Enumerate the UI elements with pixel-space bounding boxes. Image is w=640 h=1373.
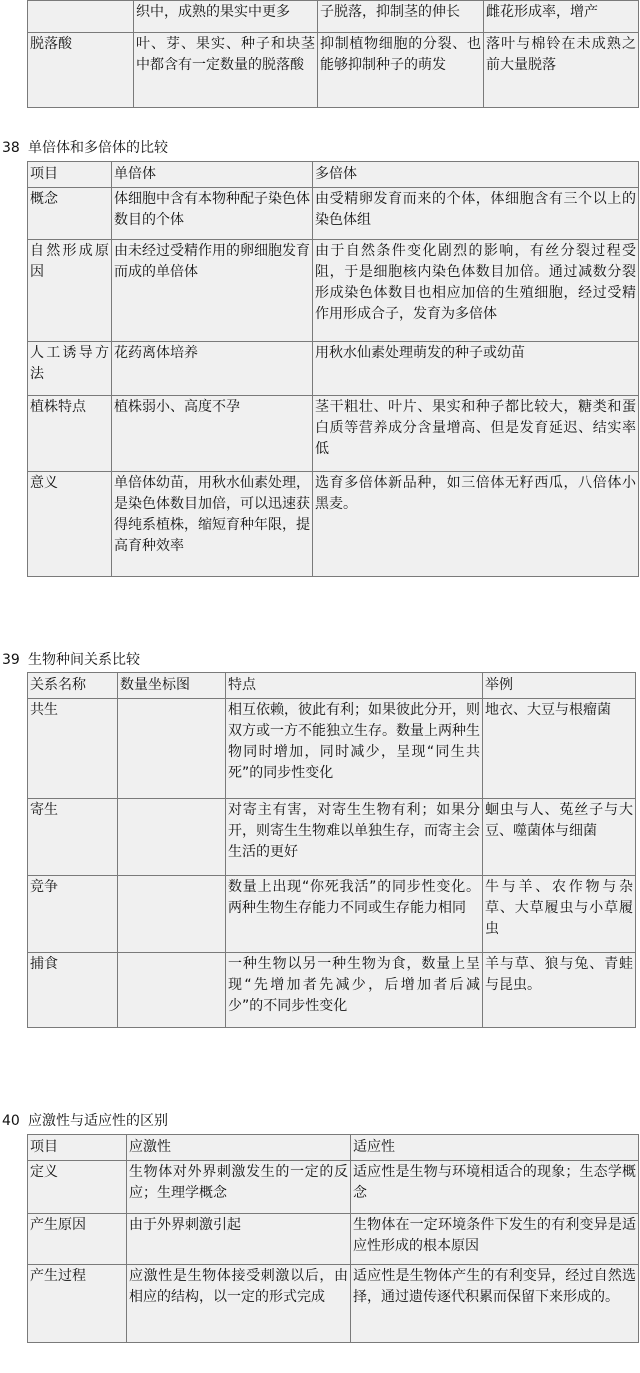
table-cell: 人工诱导方法 (28, 342, 112, 396)
table-cell: 产生过程 (28, 1265, 127, 1343)
table-cell: 一种生物以另一种生物为食，数量上呈现“先增加者先减少，后增加者后减少”的不同步性变化 (226, 953, 483, 1028)
table-cell: 数量上出现“你死我活”的同步性变化。两种生物生存能力不同或生存能力相同 (226, 876, 483, 953)
table-cell: 织中，成熟的果实中更多 (134, 1, 318, 33)
column-header: 项目 (28, 1135, 127, 1161)
table-cell: 相互依赖，彼此有利；如果彼此分开，则双方或一方不能独立生存。数量上两种生物同时增加，同时减少，呈现“同生共死”的同步性变化 (226, 699, 483, 799)
table-cell: 蛔虫与人、菟丝子与大豆、噬菌体与细菌 (483, 799, 636, 876)
table-cell: 应激性是生物体接受刺激以后，由相应的结构，以一定的形式完成 (127, 1265, 351, 1343)
table-cell: 植株特点 (28, 396, 112, 472)
table-cell: 叶、芽、果实、种子和块茎中都含有一定数量的脱落酸 (134, 33, 318, 108)
column-header: 单倍体 (112, 162, 313, 188)
table-cell: 对寄主有害，对寄生生物有利；如果分开，则寄生生物难以单独生存，而寄主会生活的更好 (226, 799, 483, 876)
table-cell: 概念 (28, 188, 112, 240)
section-heading: 生物种间关系比较 (28, 652, 140, 668)
table-cell (118, 699, 226, 799)
table-cell: 地衣、大豆与根瘤菌 (483, 699, 636, 799)
table-cell: 生物体对外界刺激发生的一定的反应；生理学概念 (127, 1161, 351, 1214)
table-cell: 适应性是生物体产生的有利变异，经过自然选择，通过遗传逐代积累而保留下来形成的。 (351, 1265, 639, 1343)
table-row (28, 799, 636, 876)
section-heading: 应激性与适应性的区别 (28, 1113, 168, 1129)
table-cell: 寄生 (28, 799, 118, 876)
table-40 (27, 1134, 639, 1343)
column-header: 项目 (28, 162, 112, 188)
table-cell: 由于自然条件变化剧烈的影响，有丝分裂过程受阻，于是细胞核内染色体数目加倍。通过减数分裂形成染色体数目也相应加倍的生殖细胞，经过受精作用形成合子，发育为多倍体 (313, 240, 639, 342)
table-cell: 用秋水仙素处理萌发的种子或幼苗 (313, 342, 639, 396)
table-cell: 羊与草、狼与兔、青蛙与昆虫。 (483, 953, 636, 1028)
table-row (28, 342, 639, 396)
table-cell: 适应性是生物与环境相适合的现象；生态学概念 (351, 1161, 639, 1214)
section-number: 40 (2, 1113, 20, 1129)
table-header-row (28, 1135, 639, 1161)
table-38 (27, 161, 639, 577)
column-header: 数量坐标图 (118, 673, 226, 699)
table-cell: 牛与羊、农作物与杂草、大草履虫与小草履虫 (483, 876, 636, 953)
table-top (27, 0, 639, 108)
table-cell: 由于外界刺激引起 (127, 1214, 351, 1265)
table-header-row (28, 673, 636, 699)
table-row (28, 699, 636, 799)
table-cell: 体细胞中含有本物种配子染色体数目的个体 (112, 188, 313, 240)
table-row (28, 953, 636, 1028)
table-cell: 雌花形成率，增产 (484, 1, 639, 33)
table-cell: 竞争 (28, 876, 118, 953)
table-cell: 自然形成原因 (28, 240, 112, 342)
table-cell: 子脱落，抑制茎的伸长 (318, 1, 484, 33)
table-cell: 定义 (28, 1161, 127, 1214)
table-cell: 捕食 (28, 953, 118, 1028)
table-cell: 生物体在一定环境条件下发生的有利变异是适应性形成的根本原因 (351, 1214, 639, 1265)
column-header: 适应性 (351, 1135, 639, 1161)
column-header: 多倍体 (313, 162, 639, 188)
section-number: 39 (2, 652, 20, 668)
section-heading: 单倍体和多倍体的比较 (28, 140, 168, 156)
table-top-body (28, 1, 639, 108)
table-cell: 抑制植物细胞的分裂、也能够抑制种子的萌发 (318, 33, 484, 108)
table-cell (28, 1, 134, 33)
column-header: 应激性 (127, 1135, 351, 1161)
column-header: 特点 (226, 673, 483, 699)
table-row (28, 396, 639, 472)
table-row (28, 1265, 639, 1343)
table-cell: 由未经过受精作用的卵细胞发育而成的单倍体 (112, 240, 313, 342)
table-cell: 意义 (28, 472, 112, 577)
section-number: 38 (2, 140, 20, 156)
section-40-title (2, 1111, 168, 1131)
column-header: 举例 (483, 673, 636, 699)
table-cell: 花药离体培养 (112, 342, 313, 396)
table-cell: 落叶与棉铃在未成熟之前大量脱落 (484, 33, 639, 108)
table-row (28, 240, 639, 342)
table-row (28, 1161, 639, 1214)
table-cell: 由受精卵发育而来的个体，体细胞含有三个以上的染色体组 (313, 188, 639, 240)
table-39 (27, 672, 636, 1028)
table-row (28, 472, 639, 577)
table-row (28, 33, 639, 108)
table-cell: 单倍体幼苗，用秋水仙素处理，是染色体数目加倍，可以迅速获得纯系植株，缩短育种年限，提高育种效率 (112, 472, 313, 577)
table-cell: 共生 (28, 699, 118, 799)
table-cell: 选育多倍体新品种，如三倍体无籽西瓜，八倍体小黑麦。 (313, 472, 639, 577)
table-cell (118, 876, 226, 953)
section-38-title (2, 138, 168, 158)
section-39-title (2, 650, 140, 670)
table-row (28, 876, 636, 953)
table-cell (118, 799, 226, 876)
table-row (28, 188, 639, 240)
table-cell: 植株弱小、高度不孕 (112, 396, 313, 472)
table-header-row (28, 162, 639, 188)
table-row (28, 1214, 639, 1265)
column-header: 关系名称 (28, 673, 118, 699)
table-cell: 产生原因 (28, 1214, 127, 1265)
table-row (28, 1, 639, 33)
table-cell: 茎干粗壮、叶片、果实和种子都比较大，糖类和蛋白质等营养成分含量增高、但是发育延迟、结实率低 (313, 396, 639, 472)
table-cell: 脱落酸 (28, 33, 134, 108)
table-cell (118, 953, 226, 1028)
